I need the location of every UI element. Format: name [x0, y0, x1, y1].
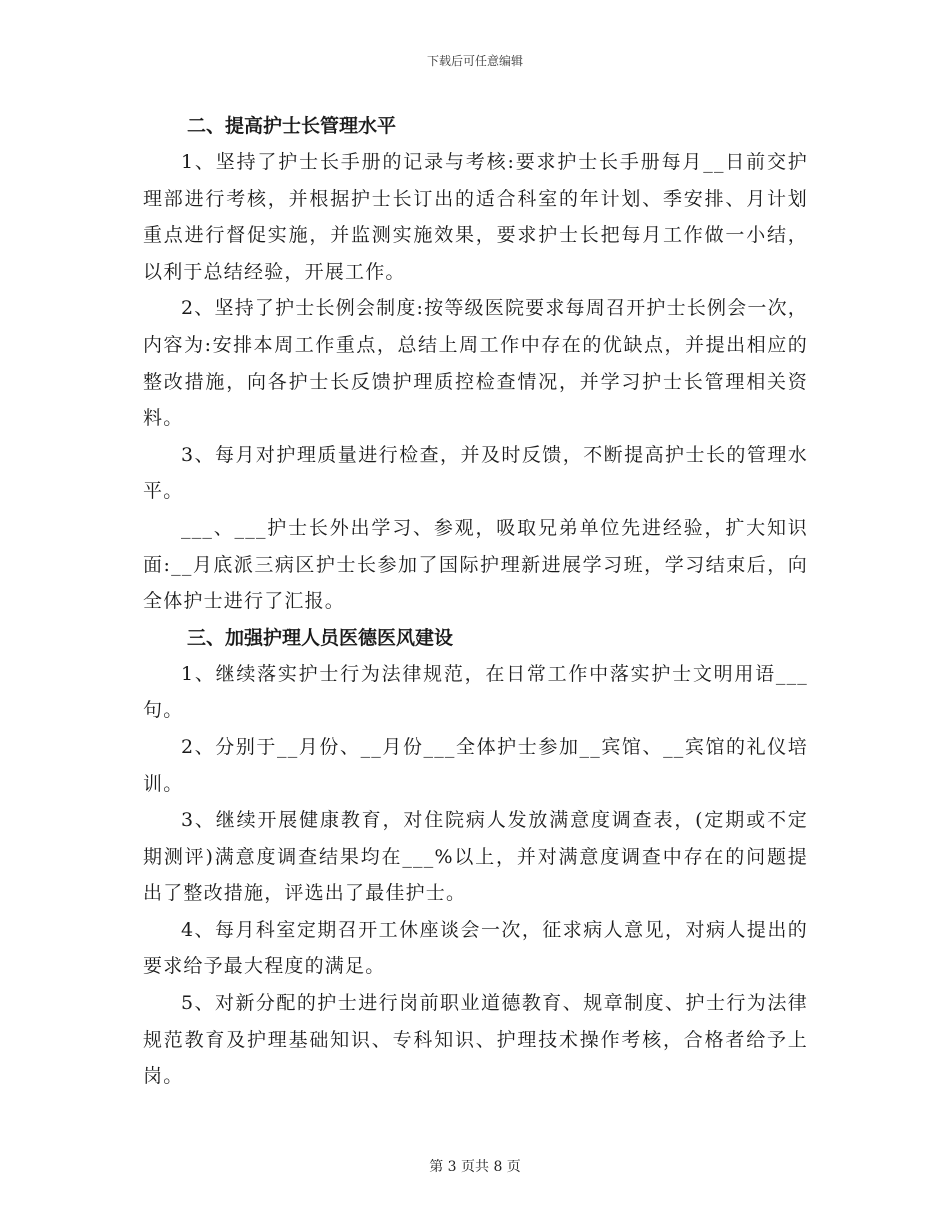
paragraph: 2、坚持了护士长例会制度:按等级医院要求每周召开护士长例会一次，内容为:安排本周工作重点，总结上周工作中存在的优缺点，并提出相应的整改措施，向各护士长反馈护理质控检查情况，并学习护士长管理相关资料。 [143, 297, 808, 430]
document-body [143, 108, 808, 1095]
paragraph: ___、___护士长外出学习、参观，吸取兄弟单位先进经验，扩大知识面:__月底派三病区护士长参加了国际护理新进展学习班，学习结束后，向全体护士进行了汇报。 [143, 516, 809, 613]
paragraph: 1、继续落实护士行为法律规范，在日常工作中落实护士文明用语___句。 [143, 662, 808, 722]
paragraph: 5、对新分配的护士进行岗前职业道德教育、规章制度、护士行为法律规范教育及护理基础知识、专科知识、护理技术操作考核，合格者给予上岗。 [143, 992, 808, 1088]
section-heading: 三、加强护理人员医德医风建设 [187, 626, 454, 649]
paragraph: 3、继续开展健康教育，对住院病人发放满意度调查表，(定期或不定期测评)满意度调查结果均在___%以上，并对满意度调查中存在的问题提出了整改措施，评选出了最佳护士。 [143, 809, 808, 905]
paragraph: 3、每月对护理质量进行检查，并及时反馈，不断提高护士长的管理水平。 [143, 443, 808, 503]
paragraph: 2、分别于__月份、__月份___全体护士参加__宾馆、__宾馆的礼仪培训。 [143, 735, 808, 795]
section-medical-ethics [143, 620, 808, 1095]
section-heading: 二、提高护士长管理水平 [187, 115, 397, 137]
paragraph: 1、坚持了护士长手册的记录与考核:要求护士长手册每月__日前交护理部进行考核，并根据护士长订出的适合科室的年计划、季安排、月计划重点进行督促实施，并监测实施效果，要求护士长把每月工作做一小结，以利于总结经验，开展工作。 [143, 151, 808, 283]
paragraph: 4、每月科室定期召开工休座谈会一次，征求病人意见，对病人提出的要求给予最大程度的满足。 [143, 918, 808, 978]
page-header-note: 下载后可任意编辑 [426, 54, 523, 68]
page-number: 第 3 页共 8 页 [429, 1159, 521, 1175]
section-nursing-head-management [143, 108, 808, 620]
